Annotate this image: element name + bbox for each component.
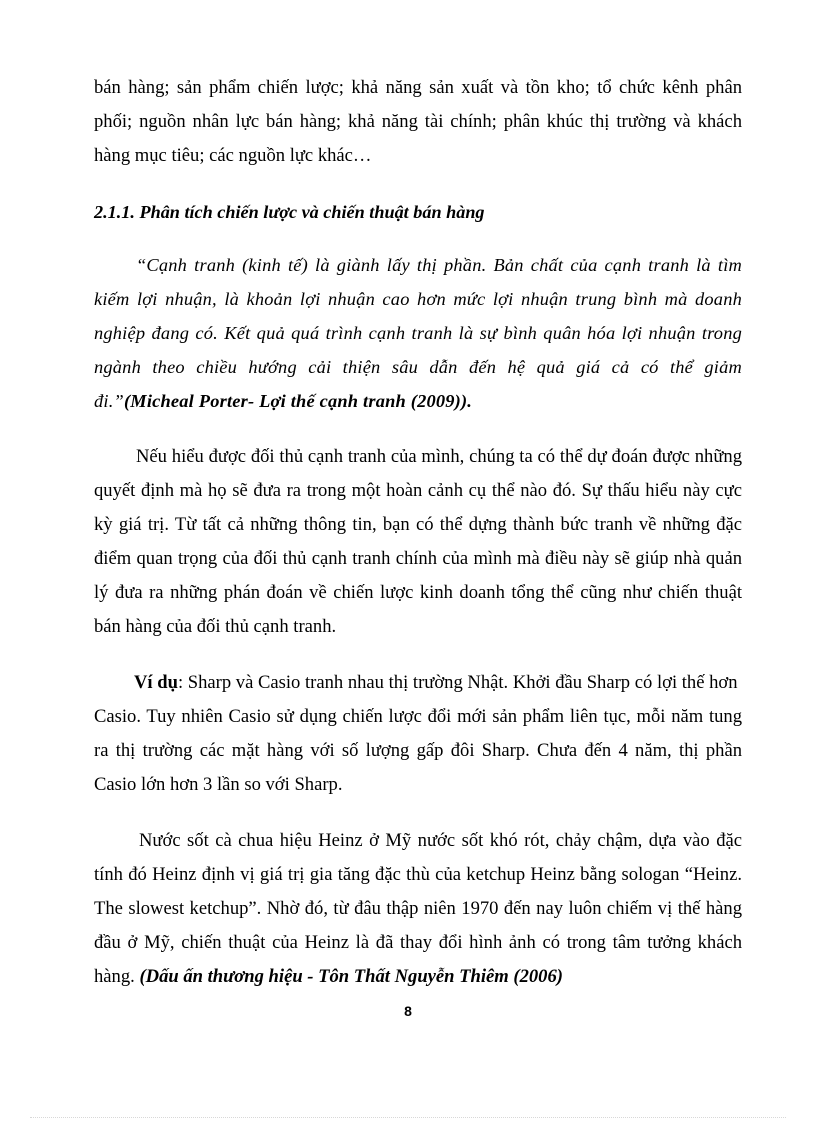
paragraph2-end: hàng.	[94, 966, 140, 987]
quote-line-4: ngành theo chiều hướng cải thiện sâu dẫn đến hệ quả giá cả có thể giảm	[94, 357, 742, 377]
intro-line-3: hàng mục tiêu; các nguồn lực khác…	[94, 145, 372, 166]
paragraph1-line-3: kỳ giá trị. Từ tất cả những thông tin, bạn có thể dựng thành bức tranh về những đặc	[94, 514, 742, 535]
paragraph1-line-6: bán hàng của đối thủ cạnh tranh.	[94, 616, 337, 637]
paragraph2-line-3: The slowest ketchup”. Nhờ đó, từ đâu thập niên 1970 đến nay luôn chiếm vị thế hàng	[94, 898, 742, 919]
quote-line-3: nghiệp đang có. Kết quả quá trình cạnh tranh là sự bình quân hóa lợi nhuận trong	[94, 323, 742, 343]
paragraph1-line-2: quyết định mà họ sẽ đưa ra trong một hoàn cảnh cụ thể nào đó. Sự thấu hiểu này cực	[94, 480, 742, 501]
quote-line-1: “Cạnh tranh (kinh tế) là giành lấy thị phần. Bản chất của cạnh tranh là tìm	[136, 255, 742, 275]
example-first-line-text: : Sharp và Casio tranh nhau thị trường Nhật. Khởi đầu Sharp có lợi thế hơn	[177, 672, 738, 693]
quote-line-2: kiếm lợi nhuận, là khoản lợi nhuận cao hơn mức lợi nhuận trung bình mà doanh	[94, 289, 742, 309]
example-line-2: Casio. Tuy nhiên Casio sử dụng chiến lược đổi mới sản phẩm liên tục, mỗi năm tung	[94, 706, 742, 727]
page-number: 8	[404, 1003, 412, 1019]
quote-line-5	[94, 389, 742, 413]
paragraph2-line-4: đầu ở Mỹ, chiến thuật của Heinz là đã thay đổi hình ảnh có trong tâm tưởng khách	[94, 932, 742, 953]
example-line-3: ra thị trường các mặt hàng với số lượng gấp đôi Sharp. Chưa đến 4 năm, thị phần	[94, 740, 742, 761]
paragraph1-line-1: Nếu hiểu được đối thủ cạnh tranh của mình, chúng ta có thể dự đoán được những	[136, 446, 742, 467]
quote-end: đi.”	[94, 391, 124, 411]
paragraph2-line-2: tính đó Heinz định vị giá trị gia tăng đặc thù của ketchup Heinz bằng sologan “Heinz.	[94, 864, 742, 885]
page-bottom-divider	[30, 1117, 786, 1118]
paragraph1-line-5: lý đưa ra những phán đoán về chiến lược kinh doanh tổng thể cũng như chiến thuật	[94, 582, 742, 603]
paragraph1-line-4: điểm quan trọng của đối thủ cạnh tranh chính của mình mà điều này sẽ giúp nhà quản	[94, 548, 742, 569]
paragraph2-line-1: Nước sốt cà chua hiệu Heinz ở Mỹ nước sốt khó rót, chảy chậm, dựa vào đặc	[139, 830, 742, 851]
example-label: Ví dụ	[134, 672, 178, 693]
intro-line-1: bán hàng; sản phẩm chiến lược; khả năng sản xuất và tồn kho; tổ chức kênh phân	[94, 77, 742, 98]
paragraph2-line-5	[94, 965, 742, 989]
quote-citation: (Micheal Porter- Lợi thế cạnh tranh (2009)).	[123, 391, 473, 411]
example-line-4: Casio lớn hơn 3 lần so với Sharp.	[94, 774, 343, 795]
section-heading: 2.1.1. Phân tích chiến lược và chiến thuật bán hàng	[94, 202, 485, 222]
example-line-1	[134, 671, 742, 695]
intro-line-2: phối; nguồn nhân lực bán hàng; khả năng tài chính; phân khúc thị trường và khách	[94, 111, 742, 132]
paragraph2-citation: (Dấu ấn thương hiệu - Tôn Thất Nguyễn Thiêm (2006)	[139, 966, 563, 987]
